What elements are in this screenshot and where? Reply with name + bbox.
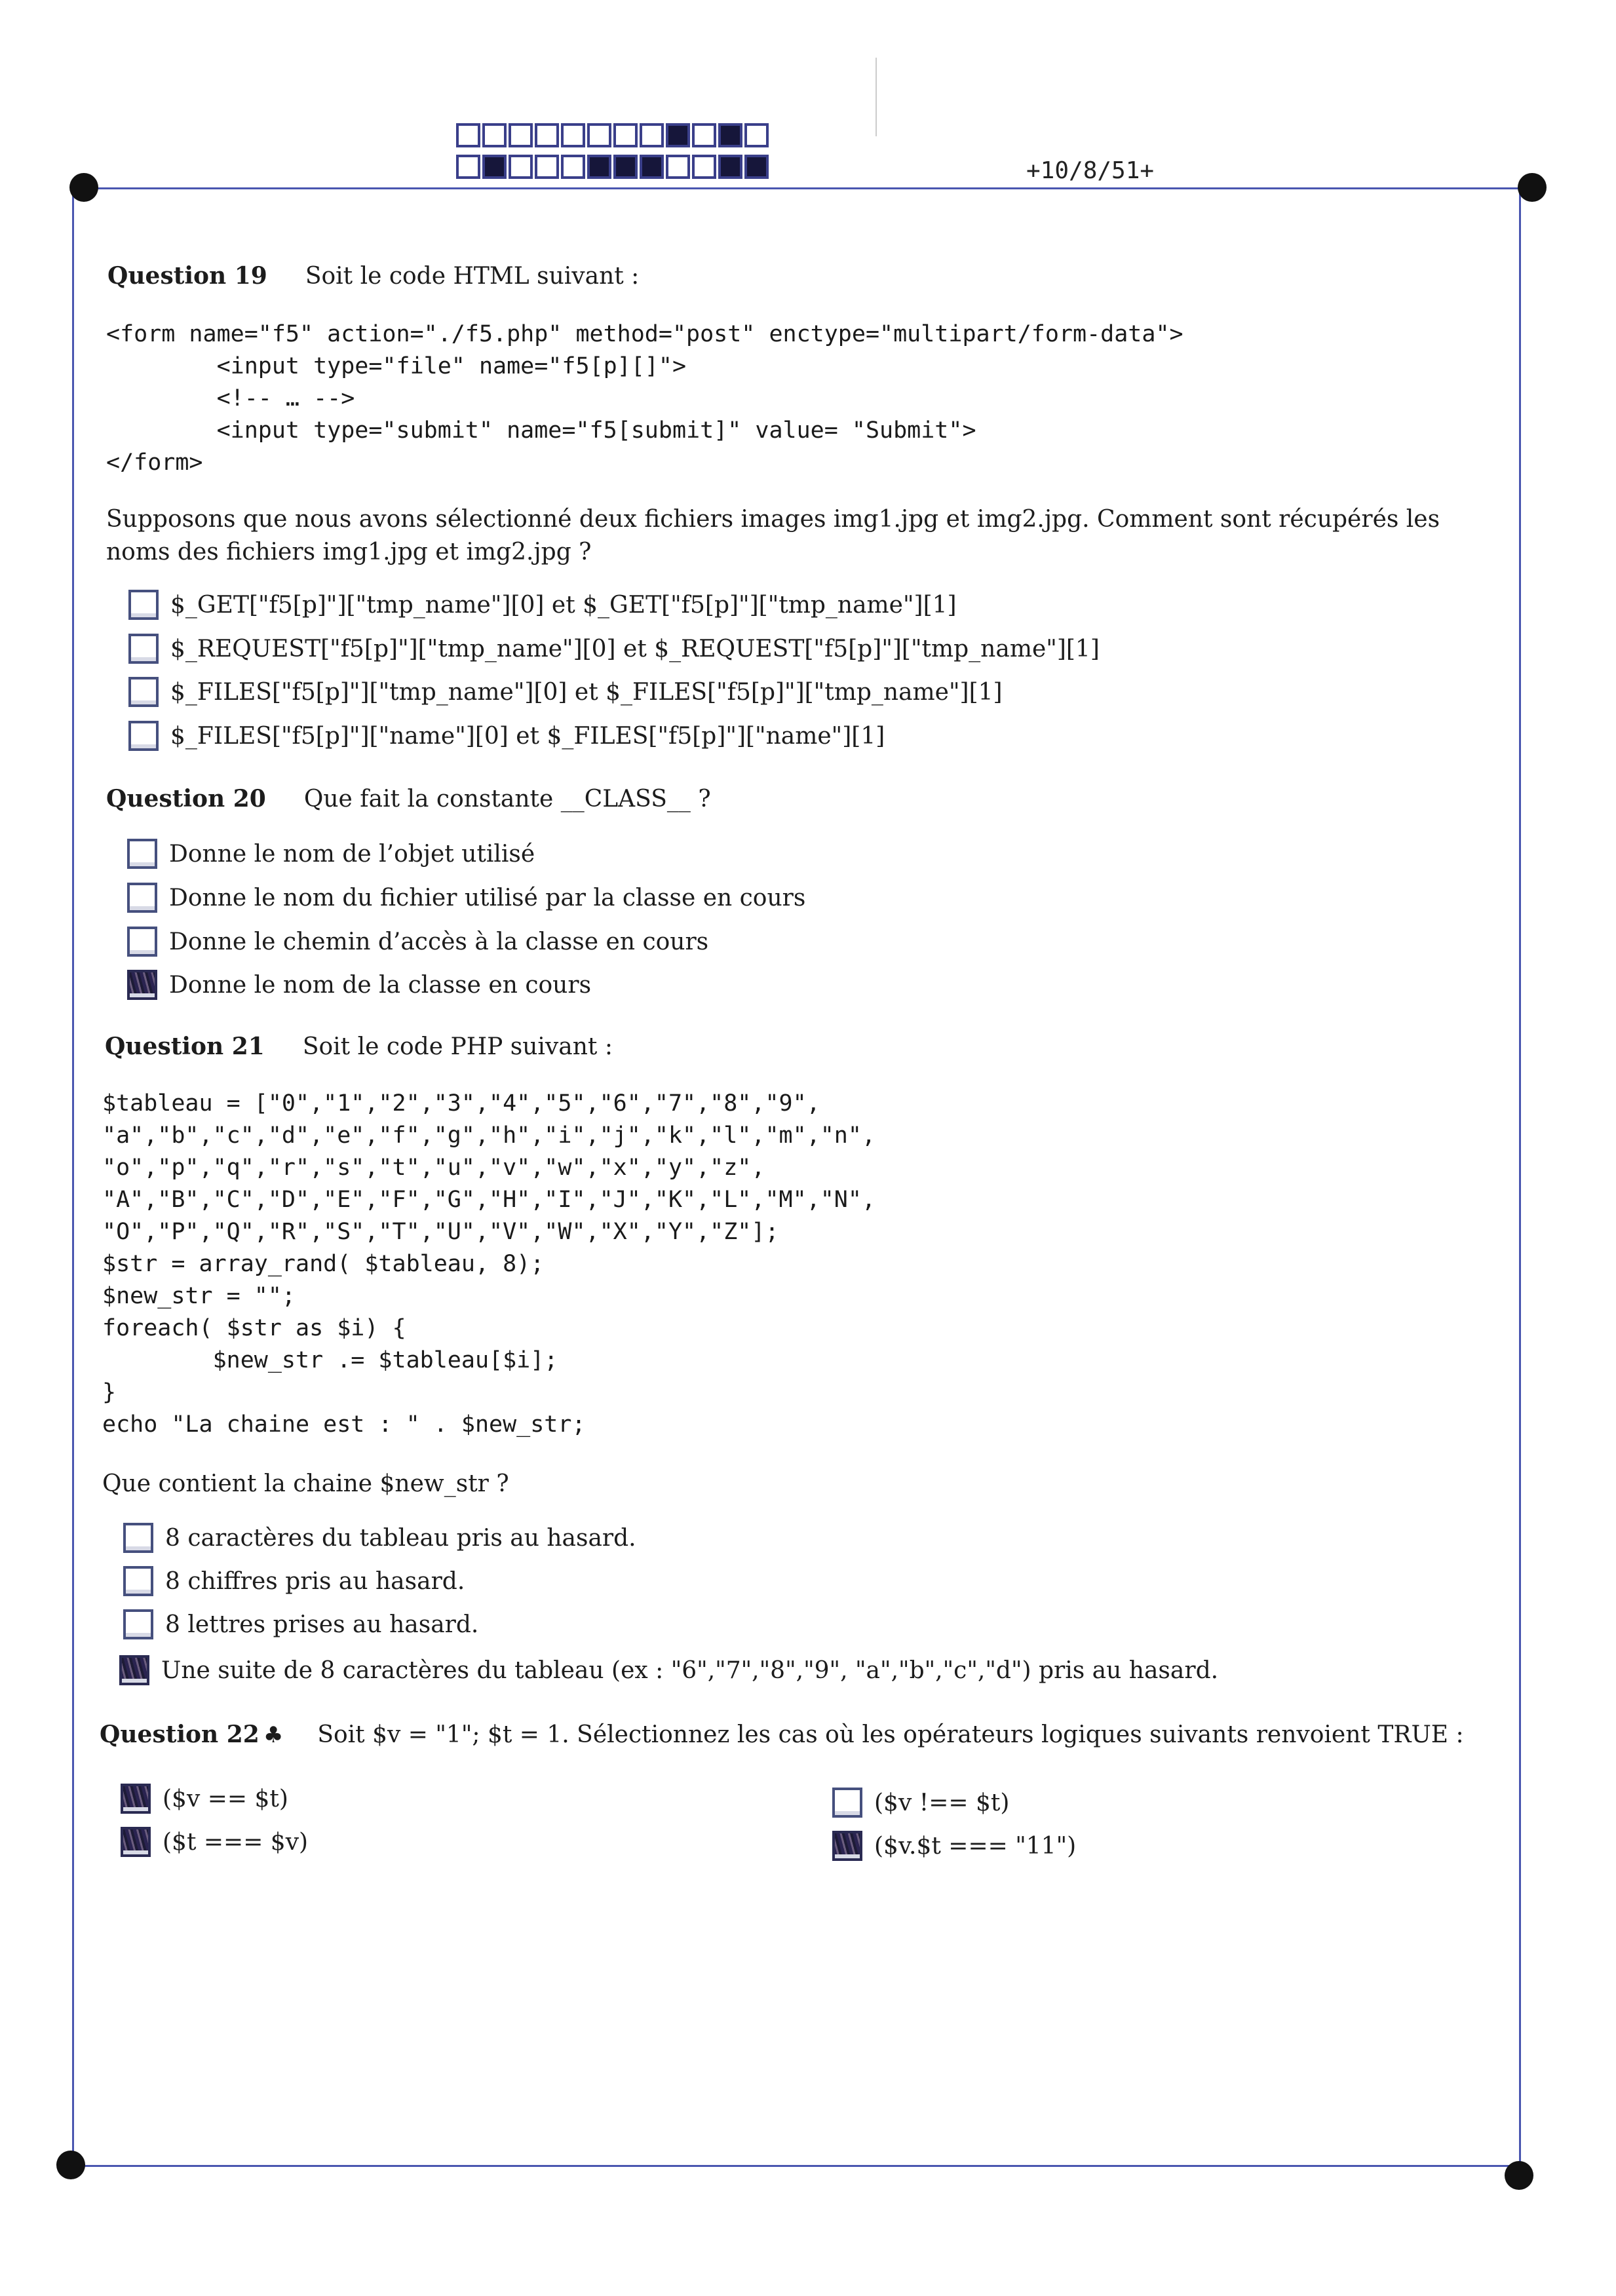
barcode-cell xyxy=(561,155,585,179)
barcode-cell xyxy=(535,123,559,147)
option-label: 8 chiffres pris au hasard. xyxy=(165,1567,465,1595)
option-label: ($v !== $t) xyxy=(874,1789,1010,1816)
q20-option-2[interactable] xyxy=(127,883,805,913)
barcode-cell xyxy=(692,155,716,179)
barcode-cell xyxy=(509,155,533,179)
q22-option-2[interactable] xyxy=(121,1827,308,1857)
checkbox[interactable] xyxy=(123,1609,153,1639)
checkbox-checked[interactable] xyxy=(119,1655,149,1685)
option-label: ($t === $v) xyxy=(163,1828,309,1856)
q21-option-3[interactable] xyxy=(123,1609,478,1639)
barcode-cell xyxy=(587,123,611,147)
question-20-header xyxy=(106,785,711,813)
q19-option-3[interactable] xyxy=(128,677,1003,707)
frame-top-line xyxy=(87,187,1532,189)
option-label: ($v == $t) xyxy=(163,1785,288,1812)
barcode-cell xyxy=(456,155,480,179)
barcode-cell xyxy=(718,155,742,179)
question-title: Soit le code HTML suivant : xyxy=(305,263,640,290)
option-label: 8 lettres prises au hasard. xyxy=(165,1611,479,1638)
barcode-row-top xyxy=(456,123,771,147)
barcode-cell xyxy=(613,123,638,147)
q22-option-3[interactable] xyxy=(832,1788,1009,1818)
q19-option-2[interactable] xyxy=(128,634,1100,664)
barcode-cell xyxy=(718,123,742,147)
option-label: Donne le nom de l’objet utilisé xyxy=(169,840,535,868)
question-title: Que fait la constante __CLASS__ ? xyxy=(303,786,711,813)
barcode-cell xyxy=(509,123,533,147)
barcode-cell xyxy=(640,155,664,179)
php-code-block: $tableau = ["0","1","2","3","4","5","6","7","8","9", "a","b","c","d","e","f","g","h","i","j","k","l","m","n", "o","p","q","r","s","t","u","v","w","x","y","z", "A","B","C","D","E","F","G","H","I","J","K","L","M","N", "O","P","Q","R","S","T","U","V","W","X","Y","Z"]; $str = array_rand( $tableau, 8); $new_str = ""; foreach( $str as $i) { $new_str .= $tableau[$i]; } echo "La chaine est : " . $new_str; xyxy=(102,1090,876,1438)
corner-mark-top-left xyxy=(69,173,98,202)
question-21-text: Que contient la chaine $new_str ? xyxy=(102,1470,509,1497)
checkbox[interactable] xyxy=(127,883,157,913)
checkbox[interactable] xyxy=(123,1566,153,1596)
corner-mark-top-right xyxy=(1518,173,1547,202)
checkbox-checked[interactable] xyxy=(121,1827,151,1857)
question-22-header xyxy=(100,1721,1464,1748)
barcode-cell xyxy=(666,155,690,179)
question-21-header xyxy=(105,1033,613,1060)
question-number: Question 21 xyxy=(105,1033,265,1060)
q22-option-4[interactable] xyxy=(832,1831,1076,1861)
q19-option-1[interactable] xyxy=(128,590,957,620)
question-title: Soit le code PHP suivant : xyxy=(302,1033,613,1060)
option-label: $_GET["f5[p]"]["tmp_name"][0] et $_GET["f5[p]"]["tmp_name"][1] xyxy=(170,591,957,619)
q20-option-3[interactable] xyxy=(127,927,708,957)
checkbox-checked[interactable] xyxy=(121,1784,151,1814)
option-label: Donne le chemin d’accès à la classe en cours xyxy=(169,928,709,955)
page-id: +10/8/51+ xyxy=(1026,157,1155,184)
checkbox[interactable] xyxy=(123,1523,153,1553)
barcode-cell xyxy=(744,123,769,147)
q20-option-4[interactable] xyxy=(127,970,591,1000)
barcode-row-bottom xyxy=(456,155,771,179)
q21-option-1[interactable] xyxy=(123,1523,636,1553)
question-number: Question 19 xyxy=(107,262,267,290)
option-label: $_REQUEST["f5[p]"]["tmp_name"][0] et $_REQUEST["f5[p]"]["tmp_name"][1] xyxy=(170,635,1100,662)
q21-option-4[interactable] xyxy=(119,1655,1218,1685)
club-icon: ♣ xyxy=(263,1722,284,1748)
question-number: Question 20 xyxy=(106,785,266,813)
barcode-cell xyxy=(561,123,585,147)
checkbox[interactable] xyxy=(128,590,159,620)
corner-mark-bottom-left xyxy=(56,2151,85,2179)
option-label: $_FILES["f5[p]"]["name"][0] et $_FILES["f5[p]"]["name"][1] xyxy=(170,722,885,750)
checkbox[interactable] xyxy=(127,927,157,957)
checkbox[interactable] xyxy=(128,634,159,664)
barcode-cell xyxy=(535,155,559,179)
frame-left-line xyxy=(72,187,74,2166)
question-title: Soit $v = "1"; $t = 1. Sélectionnez les cas où les opérateurs logiques suivants renvoient TRUE : xyxy=(317,1721,1464,1748)
option-label: $_FILES["f5[p]"]["tmp_name"][0] et $_FILES["f5[p]"]["tmp_name"][1] xyxy=(170,678,1003,706)
barcode-cell xyxy=(482,123,507,147)
barcode-cell xyxy=(456,123,480,147)
question-number: Question 22 xyxy=(100,1721,260,1748)
fold-mark xyxy=(875,58,877,136)
option-label: ($v.$t === "11") xyxy=(874,1832,1077,1860)
checkbox[interactable] xyxy=(128,677,159,707)
barcode-cell xyxy=(613,155,638,179)
frame-bottom-line xyxy=(72,2165,1522,2167)
html-code-block: <form name="f5" action="./f5.php" method="post" enctype="multipart/form-data"> <input type="file" name="f5[p][]"> <!-- … --> <input type="submit" name="f5[submit]" value= "Submit"> </form> xyxy=(106,321,1183,476)
q22-option-1[interactable] xyxy=(121,1784,288,1814)
barcode-cell xyxy=(640,123,664,147)
barcode-cell xyxy=(482,155,507,179)
checkbox[interactable] xyxy=(128,721,159,751)
q21-option-2[interactable] xyxy=(123,1566,465,1596)
q19-option-4[interactable] xyxy=(128,721,885,751)
option-label: 8 caractères du tableau pris au hasard. xyxy=(165,1524,636,1552)
question-19-header xyxy=(107,262,639,290)
barcode-cell xyxy=(744,155,769,179)
barcode-cell xyxy=(587,155,611,179)
frame-right-line xyxy=(1519,187,1521,2166)
q20-option-1[interactable] xyxy=(127,839,535,869)
corner-mark-bottom-right xyxy=(1505,2161,1533,2190)
option-label: Donne le nom du fichier utilisé par la classe en cours xyxy=(169,884,806,911)
checkbox[interactable] xyxy=(127,839,157,869)
option-label: Une suite de 8 caractères du tableau (ex : "6","7","8","9", "a","b","c","d") pris au hasard. xyxy=(161,1656,1219,1684)
checkbox-checked[interactable] xyxy=(127,970,157,1000)
checkbox-checked[interactable] xyxy=(832,1831,862,1861)
option-label: Donne le nom de la classe en cours xyxy=(169,971,592,999)
barcode-cell xyxy=(692,123,716,147)
barcode-cell xyxy=(666,123,690,147)
question-19-text: Supposons que nous avons sélectionné deux fichiers images img1.jpg et img2.jpg. Comment sont récupérés les noms des fichiers img1.jpg et img2.jpg ? xyxy=(106,506,1440,565)
checkbox[interactable] xyxy=(832,1788,862,1818)
